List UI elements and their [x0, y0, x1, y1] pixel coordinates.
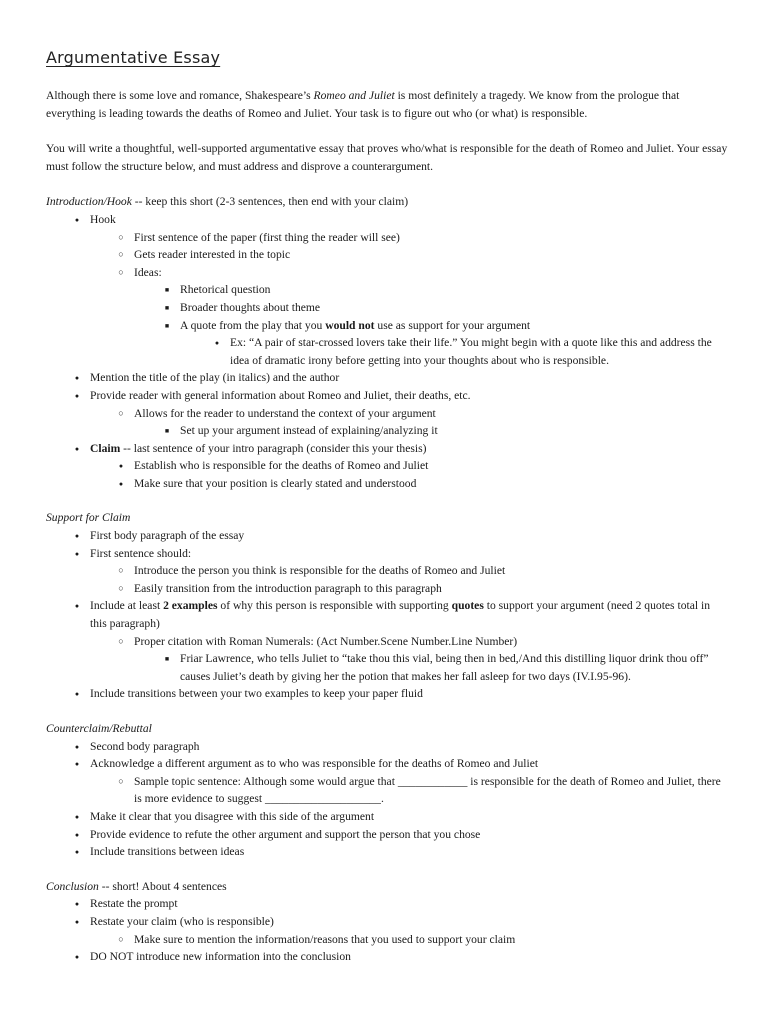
- bullet-list: [46, 895, 728, 965]
- list-item: [180, 422, 728, 440]
- list-item: [180, 281, 728, 299]
- list-item-text: First sentence of the paper (first thing the reader will see): [134, 230, 400, 244]
- intro-text: Although there is some love and romance, Shakespeare’s: [46, 89, 314, 102]
- square-bullet-icon: [160, 317, 174, 336]
- intro-paragraph-1: [46, 87, 728, 122]
- circle-bullet-icon: [114, 246, 128, 264]
- section-support: [46, 509, 728, 703]
- list-item-text: Provide reader with general information about Romeo and Juliet, their deaths, etc.: [90, 388, 471, 402]
- bullet-icon: [210, 334, 224, 353]
- list-item-text: Rhetorical question: [180, 283, 271, 297]
- list-item: [134, 633, 728, 686]
- bullet-icon: [70, 826, 84, 845]
- list-item-text: Broader thoughts about theme: [180, 300, 321, 314]
- section-heading: [46, 878, 728, 896]
- bullet-icon: [70, 597, 84, 616]
- square-bullet-icon: [160, 281, 174, 300]
- list-item: [90, 369, 728, 387]
- section-heading: [46, 193, 728, 211]
- bullet-list: [46, 738, 728, 861]
- list-item-text: Easily transition from the introduction paragraph to this paragraph: [134, 581, 442, 595]
- sub-list: [90, 773, 728, 808]
- document-title: Argumentative Essay: [46, 48, 221, 67]
- list-item: [90, 808, 728, 826]
- circle-bullet-icon: [114, 773, 128, 791]
- list-item-text: Restate the prompt: [90, 897, 178, 911]
- bullet-list: [46, 211, 728, 493]
- list-item: [134, 562, 728, 580]
- section-heading: Counterclaim/Rebuttal: [46, 722, 152, 735]
- list-item: [90, 843, 728, 861]
- bullet-icon: [70, 738, 84, 757]
- list-item-text: A quote from the play that you: [180, 318, 326, 332]
- list-item-text: DO NOT introduce new information into the conclusion: [90, 950, 351, 964]
- sub-list: [90, 562, 728, 597]
- list-item: [90, 895, 728, 913]
- list-item: [90, 913, 728, 948]
- list-item-text: Make it clear that you disagree with this side of the argument: [90, 809, 375, 823]
- bullet-icon: [70, 685, 84, 704]
- sub-list: [90, 457, 728, 492]
- list-item: [134, 931, 728, 949]
- list-item: [134, 405, 728, 440]
- circle-bullet-icon: [114, 405, 128, 423]
- list-item-text: Sample topic sentence: Although some would argue that ____________ is responsible for the death of Romeo and Juliet, there is more evidence to suggest ____________________.: [134, 774, 721, 806]
- list-item-text: Restate your claim (who is responsible): [90, 914, 274, 928]
- bullet-icon: [114, 475, 128, 494]
- sub-list: [134, 422, 728, 440]
- list-item-text: Friar Lawrence, who tells Juliet to “take thou this vial, being then in bed,/And this distilling liquor drink thou off” causes Juliet’s death by giving her the potion that makes her fall asleep for two days (IV.I.95-96).: [180, 652, 709, 683]
- list-item-text: Ideas:: [134, 265, 162, 279]
- list-item: [134, 475, 728, 493]
- section-introduction: [46, 193, 728, 492]
- list-item-text: -- last sentence of your intro paragraph (consider this your thesis): [120, 441, 427, 455]
- list-item: [90, 597, 728, 685]
- sub-list: [90, 931, 728, 949]
- list-item: [90, 440, 728, 493]
- sub-list: [134, 650, 728, 685]
- bullet-icon: [70, 545, 84, 564]
- list-item-text: Proper citation with Roman Numerals: (Act Number.Scene Number.Line Number): [134, 634, 518, 648]
- list-item-text: Make sure that your position is clearly stated and understood: [134, 476, 417, 490]
- emphasis-text: 2 examples: [163, 599, 218, 613]
- list-item: [134, 457, 728, 475]
- heading-label: Introduction/Hook: [46, 195, 132, 209]
- emphasis-text: would not: [325, 318, 375, 332]
- circle-bullet-icon: [114, 580, 128, 598]
- list-item: [90, 387, 728, 440]
- square-bullet-icon: [160, 422, 174, 441]
- list-item-text: use as support for your argument: [374, 318, 531, 332]
- section-heading: Support for Claim: [46, 511, 131, 525]
- list-item-text: Include transitions between ideas: [90, 845, 245, 859]
- bullet-icon: [70, 369, 84, 388]
- sub-list: [90, 405, 728, 440]
- bullet-icon: [70, 755, 84, 774]
- list-item-text: Acknowledge a different argument as to who was responsible for the deaths of Romeo and Juliet: [90, 757, 539, 771]
- bullet-icon: [70, 387, 84, 406]
- heading-label: Conclusion: [46, 879, 99, 893]
- list-item-text: Introduce the person you think is responsible for the deaths of Romeo and Juliet: [134, 564, 506, 578]
- list-item-text: First body paragraph of the essay: [90, 529, 245, 543]
- list-item: [134, 773, 728, 808]
- square-bullet-icon: [160, 299, 174, 318]
- list-item: [90, 826, 728, 844]
- list-item-text: Mention the title of the play (in italics) and the author: [90, 371, 340, 385]
- bullet-icon: [70, 948, 84, 967]
- list-item-text: Include at least: [90, 599, 164, 613]
- list-item-text: Include transitions between your two examples to keep your paper fluid: [90, 687, 423, 701]
- list-item: [90, 685, 728, 703]
- list-item-text: Set up your argument instead of explaining/analyzing it: [180, 424, 438, 438]
- list-item: [180, 299, 728, 317]
- list-item-text: Allows for the reader to understand the context of your argument: [134, 406, 436, 420]
- emphasis-text: Claim: [90, 441, 121, 455]
- circle-bullet-icon: [114, 562, 128, 580]
- list-item: [134, 229, 728, 247]
- intro-text: is most definitely a tragedy. We know from the prologue that everything is leading towards the deaths of Romeo and Juliet. Your task is to figure out who (or what) is responsible.: [46, 89, 680, 120]
- list-item: [90, 755, 728, 808]
- play-title: Romeo and Juliet: [313, 89, 395, 102]
- sub-list: [180, 334, 728, 369]
- list-item: [90, 738, 728, 756]
- list-item-text: Provide evidence to refute the other argument and support the person that you chose: [90, 827, 481, 841]
- bullet-icon: [70, 440, 84, 459]
- list-item: [134, 264, 728, 370]
- circle-bullet-icon: [114, 264, 128, 282]
- list-item: [90, 545, 728, 598]
- intro-paragraph-2: You will write a thoughtful, well-supported argumentative essay that proves who/what is responsible for the death of Romeo and Juliet. Your essay must follow the structure below, and must address and disprove a counterargument.: [46, 142, 728, 173]
- bullet-icon: [114, 457, 128, 476]
- bullet-icon: [70, 527, 84, 546]
- list-item-text: First sentence should:: [90, 546, 192, 560]
- section-counterclaim: [46, 720, 728, 861]
- list-item-text: Gets reader interested in the topic: [134, 248, 291, 262]
- list-item-text: of why this person is responsible with supporting: [217, 599, 452, 613]
- list-item: [134, 246, 728, 264]
- bullet-icon: [70, 808, 84, 827]
- heading-note: -- keep this short (2-3 sentences, then end with your claim): [131, 195, 409, 209]
- bullet-list: [46, 527, 728, 703]
- bullet-icon: [70, 843, 84, 862]
- sub-list: [90, 229, 728, 370]
- circle-bullet-icon: [114, 931, 128, 949]
- bullet-icon: [70, 913, 84, 932]
- square-bullet-icon: [160, 650, 174, 669]
- list-item-text: Second body paragraph: [90, 739, 200, 753]
- list-item: [90, 527, 728, 545]
- heading-note: -- short! About 4 sentences: [98, 879, 227, 893]
- circle-bullet-icon: [114, 229, 128, 247]
- list-item-text: Ex: “A pair of star-crossed lovers take their life.” You might begin with a quote like this and address the idea of dramatic irony before getting into your thoughts about who is responsible.: [230, 336, 712, 367]
- list-item: [180, 317, 728, 370]
- sub-list: [134, 281, 728, 369]
- bullet-icon: [70, 211, 84, 230]
- list-item: [180, 650, 728, 685]
- list-item: [134, 580, 728, 598]
- list-item-text: Hook: [90, 212, 116, 226]
- emphasis-text: quotes: [451, 599, 484, 613]
- list-item: [90, 948, 728, 966]
- sub-list: [90, 633, 728, 686]
- bullet-icon: [70, 895, 84, 914]
- list-item-text: Make sure to mention the information/reasons that you used to support your claim: [134, 932, 516, 946]
- section-conclusion: [46, 878, 728, 966]
- list-item: [230, 334, 728, 369]
- list-item-text: to support your argument (need 2 quotes total in this paragraph): [90, 599, 710, 631]
- list-item: [90, 211, 728, 369]
- list-item-text: Establish who is responsible for the deaths of Romeo and Juliet: [134, 459, 429, 473]
- circle-bullet-icon: [114, 633, 128, 651]
